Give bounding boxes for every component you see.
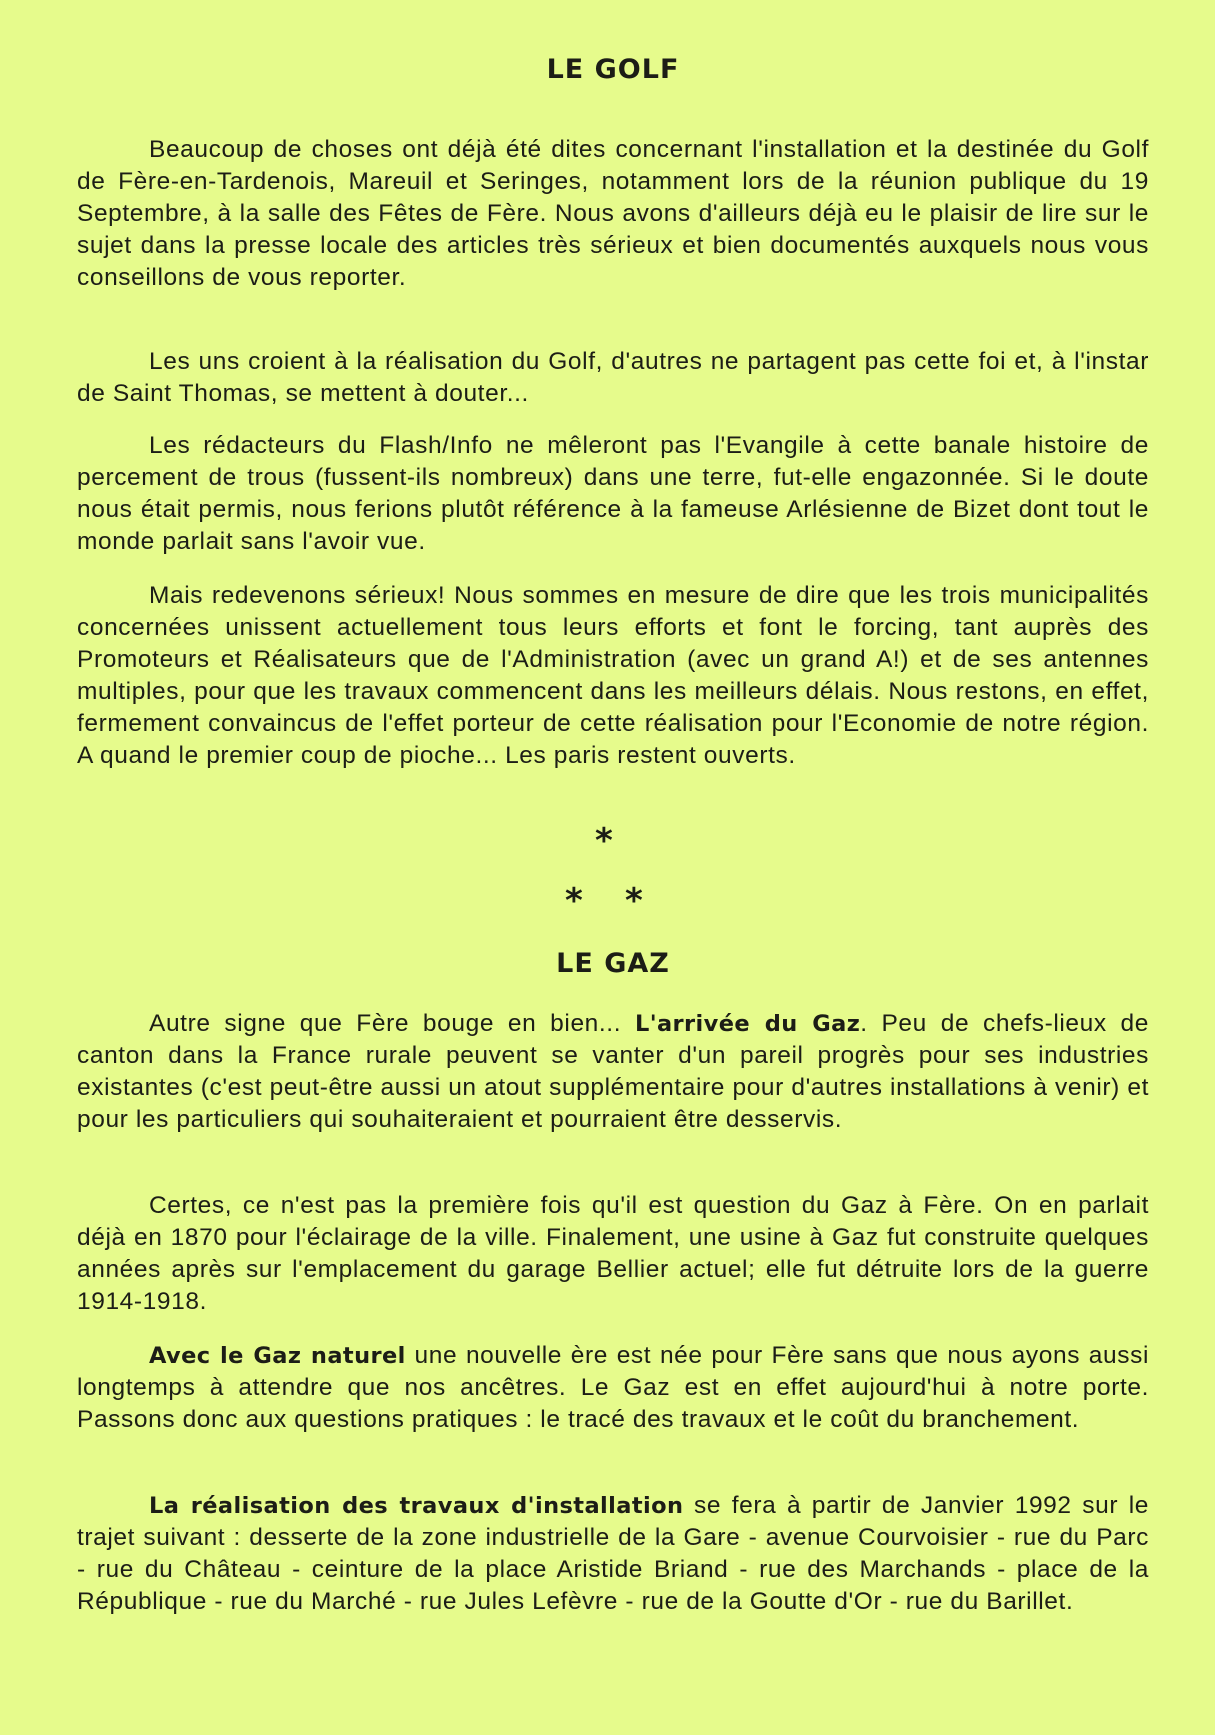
golf-heading: LE GOLF <box>546 54 680 85</box>
gaz-p1-rest: . Peu de chefs-lieux de canton dans la France rurale peuvent se vanter d'un pareil progrès pour ses industries existantes (c'est peut-être aussi un atout supplémentaire pour d'autres installations à venir) et pour les particuliers qui souhaiteraient et pourraient être desservis. <box>77 1010 1149 1133</box>
golf-paragraph-4: Mais redevenons sérieux! Nous sommes en mesure de dire que les trois municipalités concernées unissent actuellement tous leurs efforts et font le forcing, tant auprès des Promoteurs et Réalisateurs que de l'Administration (avec un grand A!) et de ses antennes multiples, pour que les travaux commencent dans les meilleurs délais. Nous restons, en effet, fermement convaincus de l'effet porteur de cette réalisation pour l'Economie de notre région. A quand le premier coup de pioche... Les paris restent ouverts. <box>77 582 1149 769</box>
gaz-paragraph-3 <box>77 1340 1149 1436</box>
gaz-heading: LE GAZ <box>556 948 670 979</box>
gaz-p3-emphasis: Avec le Gaz naturel <box>149 1343 406 1369</box>
gaz-paragraph-4 <box>77 1490 1149 1618</box>
gaz-p3-rest: une nouvelle ère est née pour Fère sans que nous ayons aussi longtemps à attendre que nos ancêtres. Le Gaz est en effet aujourd'hui à notre porte. Passons donc aux questions pratiques : le tracé des travaux et le coût du branchement. <box>77 1342 1149 1433</box>
gaz-p1-intro: Autre signe que Fère bouge en bien... <box>149 1010 635 1037</box>
gaz-p4-emphasis: La réalisation des travaux d'installation <box>149 1493 684 1519</box>
gaz-p1-emphasis: L'arrivée du Gaz <box>634 1011 861 1037</box>
gaz-p4-rest: se fera à partir de Janvier 1992 sur le trajet suivant : desserte de la zone industrielle de la Gare - avenue Courvoisier - rue du Parc - rue du Château - ceinture de la place Aristide Briand - rue des Marchands - place de la République - rue du Marché - rue Jules Lefèvre - rue de la Goutte d'Or - rue du Barillet. <box>77 1492 1149 1615</box>
separator-star-left: * <box>565 881 583 921</box>
golf-paragraph-3: Les rédacteurs du Flash/Info ne mêleront pas l'Evangile à cette banale histoire de percement de trous (fussent-ils nombreux) dans une terre, fut-elle engazonnée. Si le doute nous était permis, nous ferions plutôt référence à la fameuse Arlésienne de Bizet dont tout le monde parlait sans l'avoir vue. <box>77 432 1149 555</box>
golf-paragraph-2: Les uns croient à la réalisation du Golf, d'autres ne partagent pas cette foi et, à l'instar de Saint Thomas, se mettent à douter... <box>77 348 1149 407</box>
separator-star-right: * <box>625 881 643 921</box>
gaz-paragraph-1 <box>77 1008 1149 1136</box>
separator-star-top: * <box>595 821 613 861</box>
gaz-paragraph-2: Certes, ce n'est pas la première fois qu'il est question du Gaz à Fère. On en parlait déjà en 1870 pour l'éclairage de la ville. Finalement, une usine à Gaz fut construite quelques années après sur l'emplacement du garage Bellier actuel; elle fut détruite lors de la guerre 1914-1918. <box>77 1192 1149 1315</box>
golf-paragraph-1: Beaucoup de choses ont déjà été dites concernant l'installation et la destinée du Golf de Fère-en-Tardenois, Mareuil et Seringes, notamment lors de la réunion publique du 19 Septembre, à la salle des Fêtes de Fère. Nous avons d'ailleurs déjà eu le plaisir de lire sur le sujet dans la presse locale des articles très sérieux et bien documentés auxquels nous vous conseillons de vous reporter. <box>77 136 1149 291</box>
